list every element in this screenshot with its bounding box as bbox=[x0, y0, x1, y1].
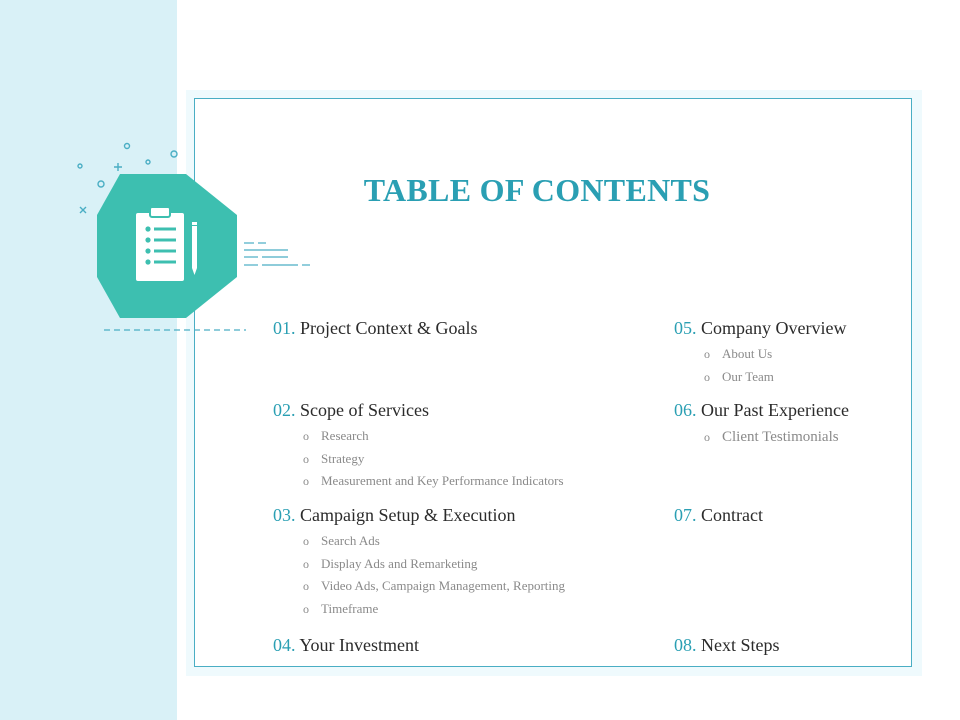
section-number: 02. bbox=[273, 400, 296, 420]
bullet-icon: o bbox=[704, 430, 710, 444]
section-number: 08. bbox=[674, 635, 697, 655]
section-title: Company Overview bbox=[701, 318, 847, 338]
toc-section-03[interactable] bbox=[273, 504, 565, 620]
subsection-list bbox=[674, 425, 849, 449]
bullet-icon: o bbox=[303, 601, 309, 616]
list-item: o Video Ads, Campaign Management, Reporting bbox=[273, 575, 565, 598]
section-title: Project Context & Goals bbox=[300, 318, 478, 338]
bullet-icon: o bbox=[303, 534, 309, 548]
toc-section-08[interactable] bbox=[674, 634, 780, 656]
section-title: Our Past Experience bbox=[701, 400, 849, 420]
list-item: o Measurement and Key Performance Indicators bbox=[273, 470, 564, 493]
list-item: o Search Ads bbox=[273, 530, 565, 553]
left-color-band bbox=[0, 0, 177, 720]
section-number: 06. bbox=[674, 400, 697, 420]
toc-section-04[interactable] bbox=[273, 634, 419, 656]
bullet-icon: o bbox=[303, 474, 309, 488]
subsection-list bbox=[273, 425, 564, 493]
subsection-list bbox=[674, 343, 846, 388]
list-item: o Display Ads and Remarketing bbox=[273, 553, 565, 576]
section-number: 01. bbox=[273, 318, 296, 338]
list-item: o Our Team bbox=[674, 366, 846, 389]
section-number: 04. bbox=[273, 635, 296, 655]
section-number: 03. bbox=[273, 505, 296, 525]
toc-section-02[interactable] bbox=[273, 399, 564, 493]
section-number: 05. bbox=[674, 318, 697, 338]
bullet-icon: o bbox=[704, 347, 710, 361]
bullet-icon: o bbox=[303, 556, 309, 571]
list-item: o Client Testimonials bbox=[674, 425, 849, 449]
subsection-list bbox=[273, 530, 565, 620]
toc-section-05[interactable] bbox=[674, 317, 846, 388]
bullet-icon: o bbox=[704, 369, 710, 384]
toc-section-01[interactable] bbox=[273, 317, 477, 339]
list-item: o About Us bbox=[674, 343, 846, 366]
bullet-icon: o bbox=[303, 429, 309, 443]
list-item: o Research bbox=[273, 425, 564, 448]
section-title: Contract bbox=[701, 505, 763, 525]
list-item: o Strategy bbox=[273, 448, 564, 471]
bullet-icon: o bbox=[303, 451, 309, 466]
page-title: TABLE OF CONTENTS bbox=[363, 172, 711, 208]
section-number: 07. bbox=[674, 505, 697, 525]
section-title: Next Steps bbox=[701, 635, 780, 655]
section-title: Scope of Services bbox=[300, 400, 429, 420]
list-item: o Timeframe bbox=[273, 598, 565, 621]
section-title: Your Investment bbox=[299, 635, 420, 655]
toc-section-07[interactable] bbox=[674, 504, 763, 526]
clipboard-checklist-icon bbox=[70, 140, 320, 340]
bullet-icon: o bbox=[303, 579, 309, 593]
section-title: Campaign Setup & Execution bbox=[300, 505, 516, 525]
toc-section-06[interactable] bbox=[674, 399, 849, 449]
